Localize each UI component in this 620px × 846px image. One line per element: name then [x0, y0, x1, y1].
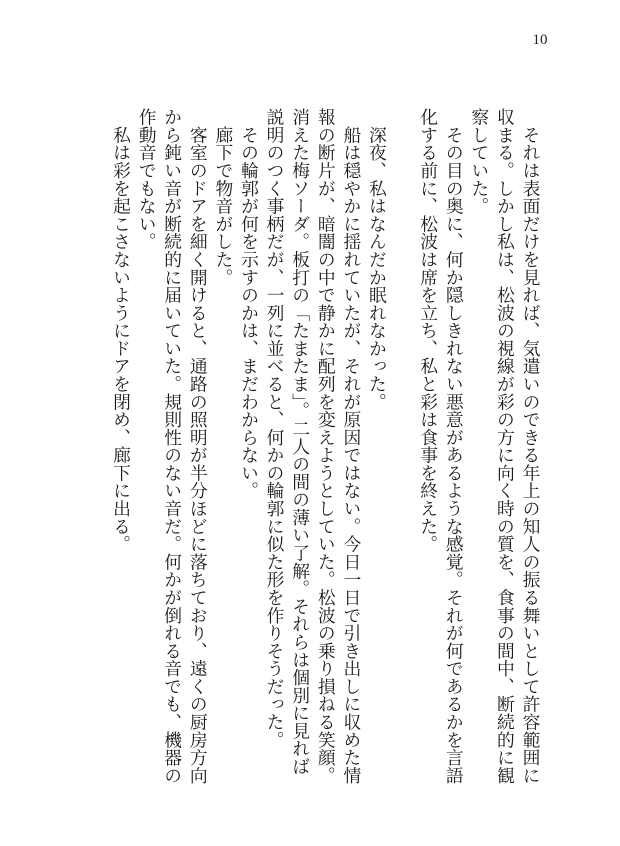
text-line: 察していた。 [468, 108, 490, 215]
text-line: 廊下で物音がした。 [212, 108, 234, 286]
text-line: 化する前に、松波は席を立ち、私と彩は食事を終えた。 [417, 108, 439, 553]
text-line: から鈍い音が断続的に届いていた。規則性のない音だ。何かが倒れる音でも、機器の [161, 108, 183, 785]
body-text [82, 108, 543, 798]
text-line: 説明のつく事柄だが、一列に並べると、何かの輪郭に似た形を作りそうだった。 [264, 108, 286, 749]
text-line: 深夜、私はなんだか眠れなかった。 [366, 108, 388, 411]
text-line: 収まる。しかし私は、松波の視線が彩の方に向く時の質を、食事の間中、断続的に観 [494, 108, 516, 785]
text-line: 船は穏やかに揺れていたが、それが原因ではない。今日一日で引き出しに収めた情 [340, 108, 362, 785]
text-line: それは表面だけを見れば、気遣いのできる年上の知人の振る舞いとして許容範囲に [520, 108, 541, 785]
blank-line [389, 108, 415, 109]
text-line: 報の断片が、暗闇の中で静かに配列を変えようとしていた。松波の乗り損ねる笑顔。 [315, 108, 337, 785]
text-line: 作動音でもない。 [136, 108, 158, 251]
text-line: 消えた梅ソーダ。板打の「たまたま」。二人の間の薄い了解。それらは個別に見れば [289, 108, 311, 776]
text-line: 私は彩を起こさないようにドアを閉め、廊下に出る。 [110, 108, 132, 553]
text-line: その目の奥に、何か隠しきれない悪意があるような感覚。それが何であるかを言語 [443, 108, 465, 785]
text-line: 客室のドアを細く開けると、通路の照明が半分ほどに落ちており、遠くの厨房方向 [187, 108, 209, 785]
page-number: 10 [532, 32, 548, 48]
text-line: その輪郭が何を示すのかは、まだわからない。 [238, 108, 260, 500]
